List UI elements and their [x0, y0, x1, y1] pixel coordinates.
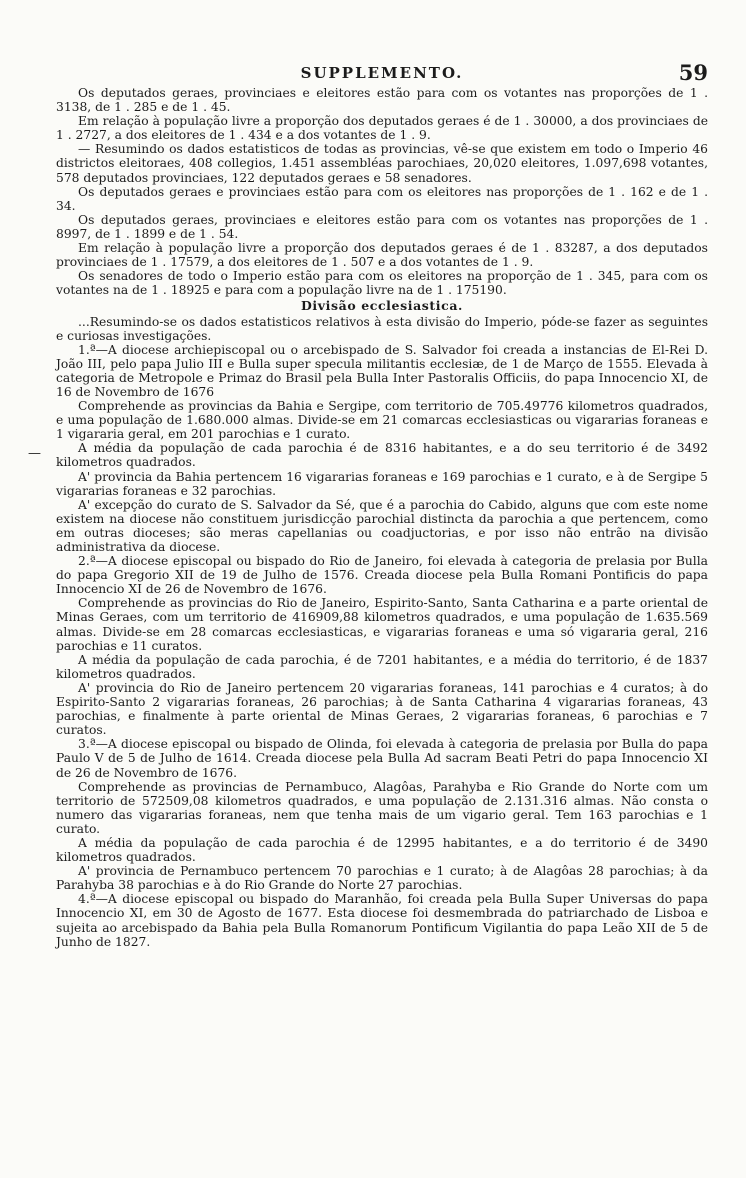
paragraph: A' excepção do curato de S. Salvador da Sé, que é a parochia do Cabido, alguns que com este nome existem na diocese não constituem jurisdicção parochial distincta da parochia a que pertencem, como em outras dioceses; são meras capellanias ou coadjuctorias, e por isso não entrão na divisão administrativa da diocese. — [56, 497, 708, 554]
paragraph: 3.ª—A diocese episcopal ou bispado de Olinda, foi elevada à categoria de prelasia por Bulla do papa Paulo V de 5 de Julho de 1614. Creada diocese pela Bulla Ad sacram Beati Petri do papa Innocencio XI de 26 de Novembro de 1676. — [56, 737, 708, 780]
paragraph: Os deputados geraes, provinciaes e eleitores estão para com os votantes nas proporções de 1 . 3138, de 1 . 285 e de 1 . 45. — [56, 86, 708, 115]
paragraph: — Resumindo os dados estatisticos de todas as provincias, vê-se que existem em todo o Imperio 46 districtos eleitoraes, 408 collegios, 1.451 assembléas parochiaes, 20,020 eleitores, 1.097,698 votantes, 578 deputados provinciaes, 122 deputados geraes e 58 senadores. — [56, 142, 708, 185]
margin-mark: — — [28, 446, 41, 461]
paragraph: 1.ª—A diocese archiepiscopal ou o arcebispado de S. Salvador foi creada a instancias de El-Rei D. João III, pelo papa Julio III e Bulla super specula militantis ecclesiæ, de 1 de Março de 1555. Elevada à categoria de Metropole e Primaz do Brasil pela Bulla Inter Pastoralis Officiis, do papa Innocencio XI, de 16 de Novembro de 1676 — [56, 342, 708, 399]
paragraph: A' provincia de Pernambuco pertencem 70 parochias e 1 curato; à de Alagôas 28 parochias; à da Parahyba 38 parochias e à do Rio Grande do Norte 27 parochias. — [56, 864, 708, 893]
paragraph: A média da população de cada parochia é de 8316 habitantes, e a do seu territorio é de 3492 kilometros quadrados. — [56, 441, 708, 470]
paragraph: Comprehende as provincias da Bahia e Sergipe, com territorio de 705.49776 kilometros quadrados, e uma população de 1.680.000 almas. Divide-se em 21 comarcas ecclesiasticas ou vigararias foraneas e 1 vigararia geral, em 201 parochias e 1 curato. — [56, 399, 708, 442]
paragraph: Em relação à população livre a proporção dos deputados geraes é de 1 . 83287, a dos deputados provinciaes de 1 . 17579, a dos eleitores de 1 . 507 e a dos votantes de 1 . 9. — [56, 241, 708, 270]
paragraph: 4.ª—A diocese episcopal ou bispado do Maranhão, foi creada pela Bulla Super Universas do papa Innocencio XI, em 30 de Agosto de 1677. Esta diocese foi desmembrada do patriarchado de Lisboa e sujeita ao arcebispado da Bahia pela Bulla Romanorum Pontificum Vigilantia do papa Leão XII de 5 de Junho de 1827. — [56, 892, 708, 949]
paragraph: A' provincia da Bahia pertencem 16 vigararias foraneas e 169 parochias e 1 curato, e à de Sergipe 5 vigararias foraneas e 32 parochias. — [56, 469, 708, 498]
paragraph: ...Resumindo-se os dados estatisticos relativos à esta divisão do Imperio, póde-se fazer as seguintes e curiosas investigações. — [56, 314, 708, 343]
paragraph: Os deputados geraes, provinciaes e eleitores estão para com os votantes nas proporções de 1 . 8997, de 1 . 1899 e de 1 . 54. — [56, 212, 708, 241]
paragraph: Comprehende as provincias do Rio de Janeiro, Espirito-Santo, Santa Catharina e a parte oriental de Minas Geraes, com um territorio de 416909,88 kilometros quadrados, e uma população de 1.635.569 almas. Divide-se em 28 comarcas ecclesiasticas, e vigararias foraneas e uma só vigararia geral, 216 parochias e 11 curatos. — [56, 596, 708, 653]
paragraph: A média da população de cada parochia, é de 7201 habitantes, e a média do territorio, é de 1837 kilometros quadrados. — [56, 652, 708, 681]
running-title: SUPPLEMENTO. — [300, 64, 464, 82]
page-header — [56, 60, 708, 86]
paragraph: 2.ª—A diocese episcopal ou bispado do Rio de Janeiro, foi elevada à categoria de prelasia por Bulla do papa Gregorio XII de 19 de Julho de 1576. Creada diocese pela Bulla Romani Pontificis do papa Innocencio XI de 26 de Novembro de 1676. — [56, 554, 708, 597]
paragraph: Os deputados geraes e provinciaes estão para com os eleitores nas proporções de 1 . 162 e de 1 . 34. — [56, 184, 708, 213]
paragraph: Comprehende as provincias de Pernambuco, Alagôas, Parahyba e Rio Grande do Norte com um territorio de 572509,08 kilometros quadrados, e uma população de 2.131.316 almas. Não consta o numero das vigararias foraneas, nem que tenha mais de um vigario geral. Tem 163 parochias e 1 curato. — [56, 779, 708, 836]
page-number: 59 — [678, 60, 708, 85]
paragraph: Em relação à população livre a proporção dos deputados geraes é de 1 . 30000, a dos provinciaes de 1 . 2727, a dos eleitores de 1 . 434 e a dos votantes de 1 . 9. — [56, 114, 708, 143]
body-text — [56, 86, 708, 949]
paragraph: Os senadores de todo o Imperio estão para com os eleitores na proporção de 1 . 345, para com os votantes na de 1 . 18925 e para com a população livre na de 1 . 175190. — [56, 269, 708, 298]
paragraph: A média da população de cada parochia é de 12995 habitantes, e a do territorio é de 3490 kilometros quadrados. — [56, 835, 708, 865]
section-heading: Divisão ecclesiastica. — [300, 298, 463, 314]
paragraph: A' provincia do Rio de Janeiro pertencem 20 vigararias foraneas, 141 parochias e 4 curatos; à do Espirito-Santo 2 vigararias foraneas, 26 parochias; à de Santa Catharina 4 vigararias foraneas, 43 parochias, e finalmente à parte oriental de Minas Geraes, 2 vigararias foraneas, 6 parochias e 7 curatos. — [56, 680, 708, 738]
